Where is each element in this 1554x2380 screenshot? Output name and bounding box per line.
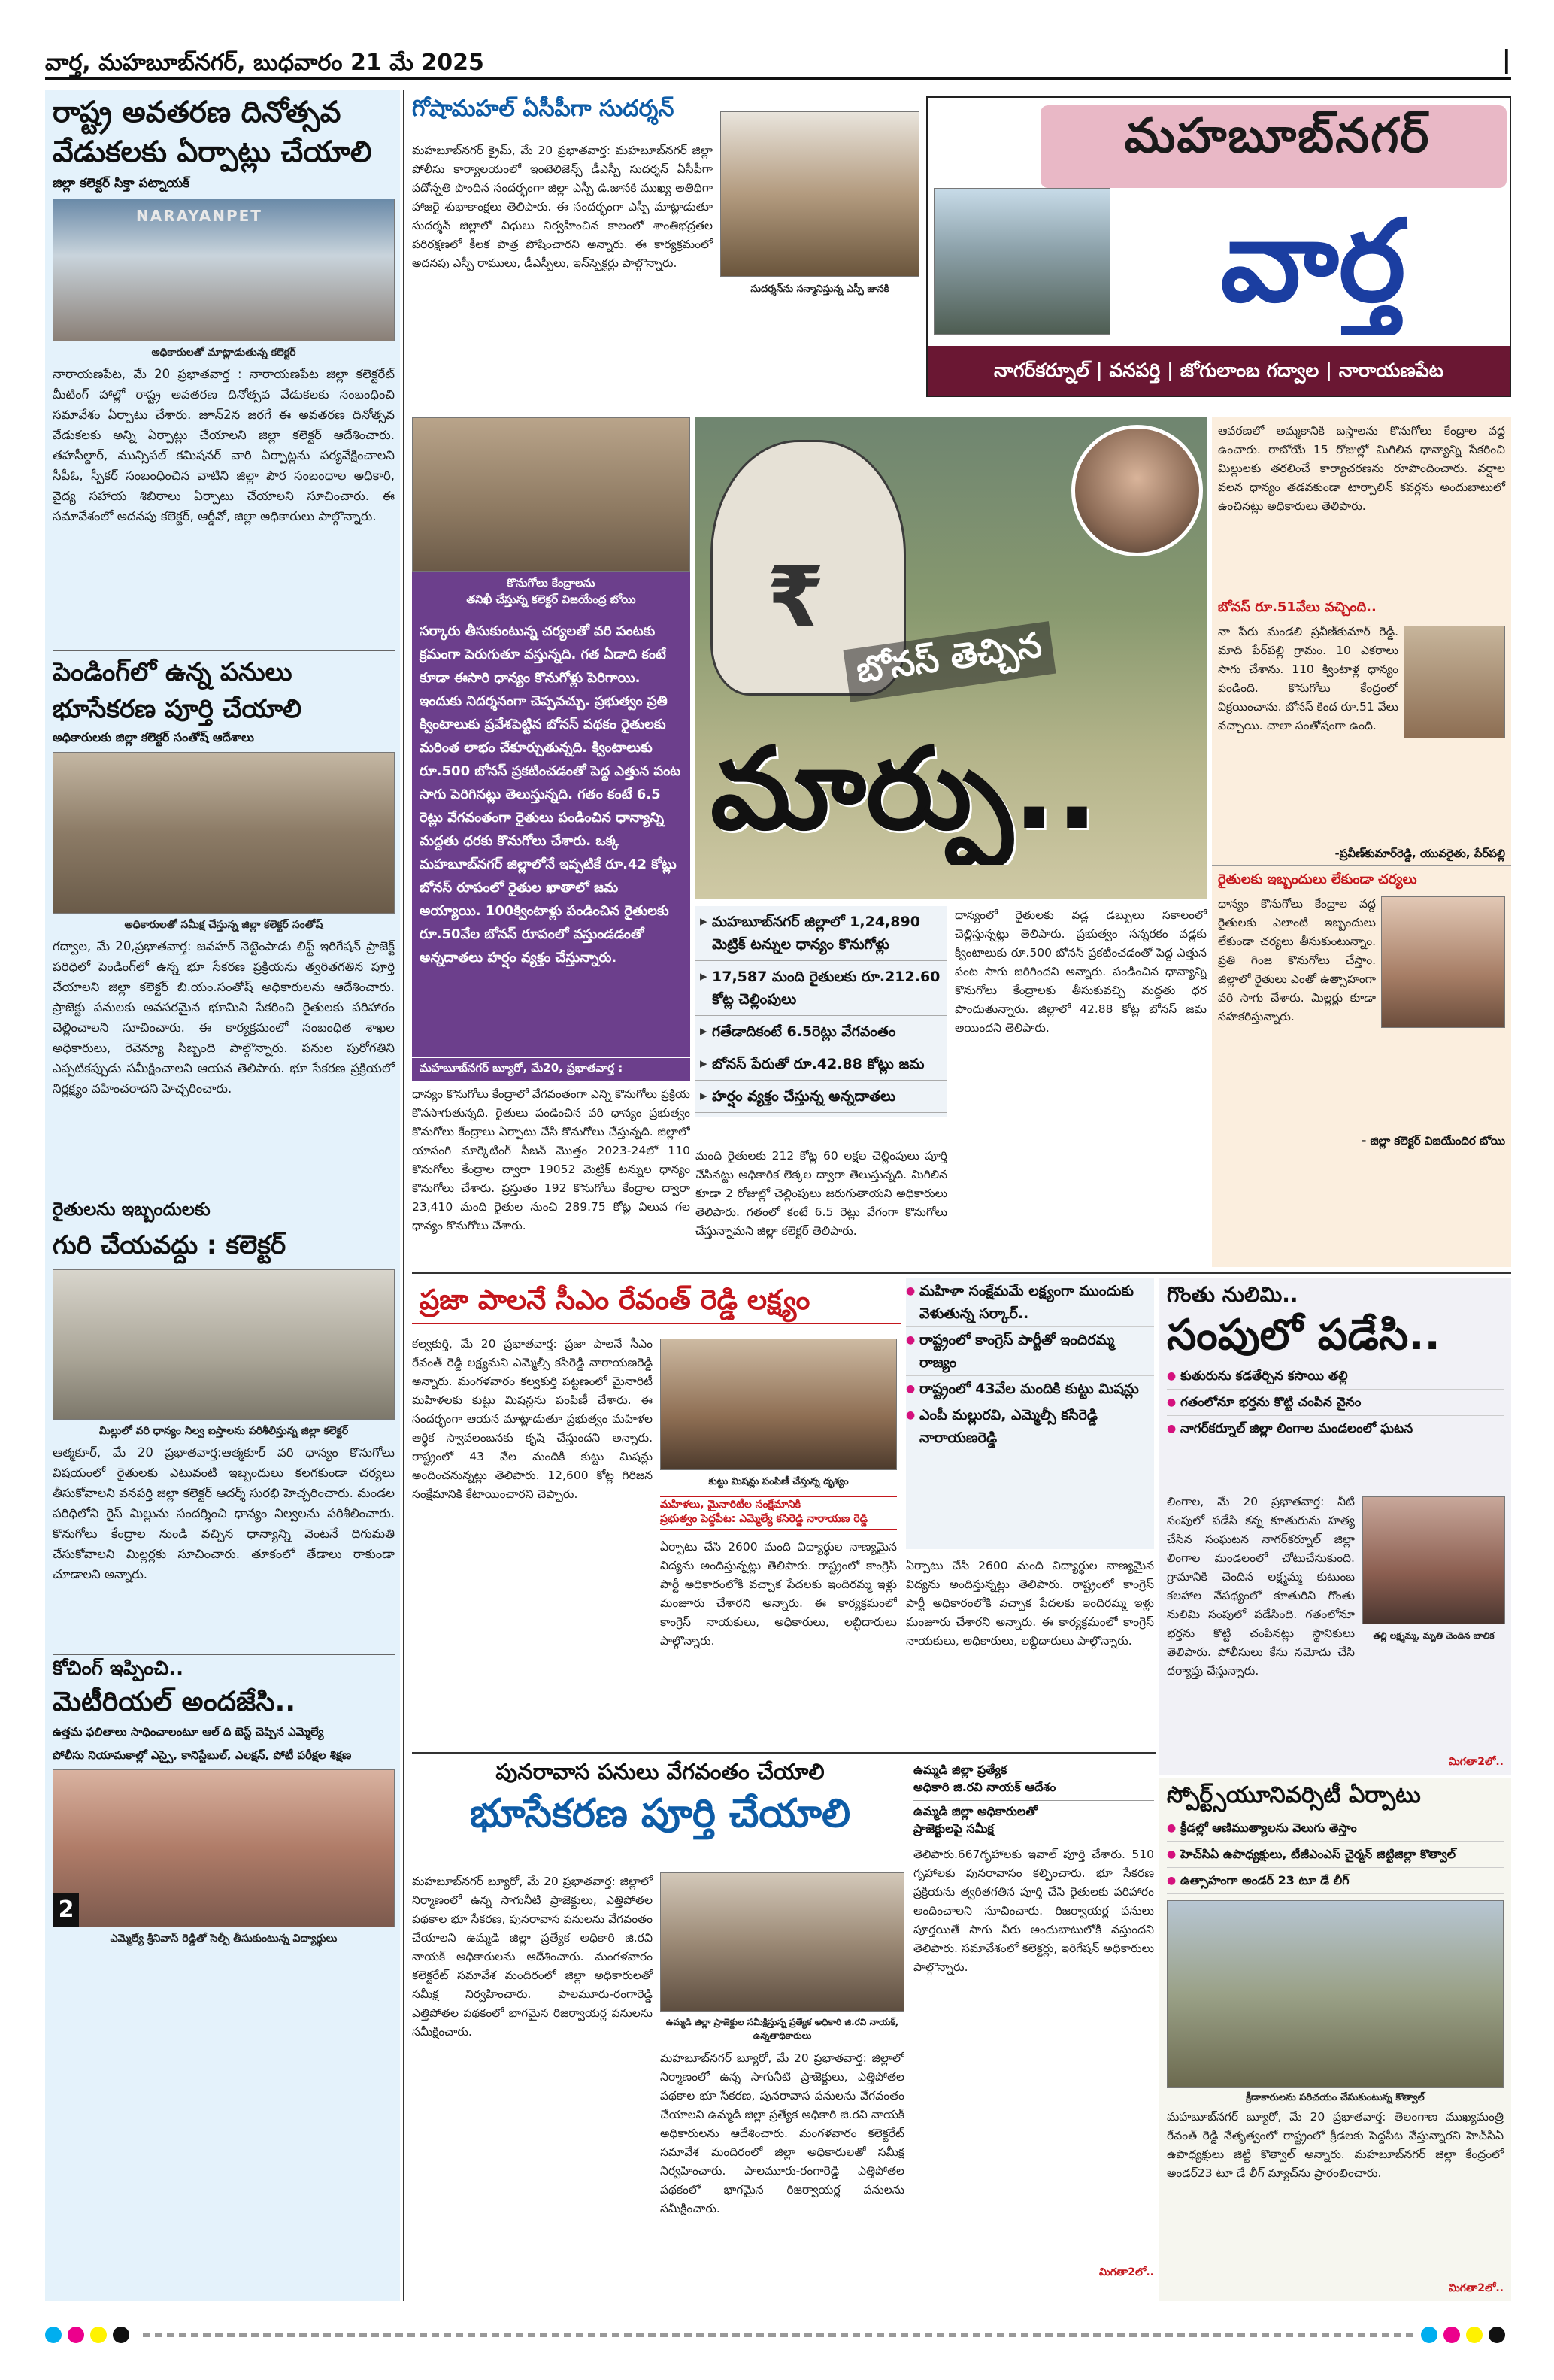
collector-signature: - జిల్లా కలెక్టర్ విజయేందిర బోయి <box>1362 1134 1505 1148</box>
farmer-column <box>1212 417 1511 1267</box>
headline-line1: రాష్ట్ర అవతరణ దినోత్సవ <box>53 96 341 129</box>
continued-note: మిగతా2లో.. <box>1448 2282 1504 2294</box>
story-praja-palana <box>412 1278 901 1745</box>
continued-note: మిగతా2లో.. <box>1448 1756 1504 1768</box>
felicitation-photo <box>720 111 919 277</box>
stat-item: ▸ హర్షం వ్యక్తం చేస్తున్న అన్నదాతలు <box>695 1081 947 1113</box>
sub-headline-2: అధికారి జి.రవి నాయక్ ఆదేశం <box>913 1780 1056 1794</box>
hero-graphic <box>695 417 1207 899</box>
article-body: గద్వాల, మే 20,ప్రభాతవార్త: జవహర్ నెట్టెంపాడు లిఫ్ట్ ఇరిగేషన్ ప్రాజెక్ట్ పరిధిలో పెండింగ్‌లో ఉన్న భూ సేకరణ ప్రక్రియను త్వరితగతిన పూర్తి చేయాలని జిల్లా కలెక్టర్ బి.యం.సంతోష్ అధికారులను ఆదేశించారు. ప్రాజెక్టు పనులకు అవసరమైన భూమిని సేకరించి రైతులకు పరిహారం చెల్లించాలని సూచించారు. ఈ కార్యక్రమంలో సంబంధిత శాఖల అధికారులు, రెవెన్యూ సిబ్బంది పాల్గొన్నారు. పనుల పురోగతిని ఎప్పటికప్పుడు సమీక్షించాలని ఆయన తెలిపారు. భూ సేకరణ ప్రక్రియలో నిర్లక్ష్యం వహించరాదని హెచ్చరించారు. <box>53 939 395 1096</box>
headline-line2: భూసేకరణ పూర్తి చేయాలి <box>53 694 301 725</box>
masthead-districts: నాగర్‌కర్నూల్ | వనపర్తి | జోగులాంబ గద్వాల | నారాయణపేట <box>928 346 1510 396</box>
bullet-item: ● క్రీడల్లో ఆణిముత్యాలను వెలుగు తెస్తాం <box>1167 1815 1504 1842</box>
farmer-photo <box>1404 626 1505 738</box>
mill-photo <box>53 1269 395 1420</box>
headline: ప్రజా పాలనే సీఎం రేవంత్ రెడ్డి లక్ష్యం <box>412 1278 901 1324</box>
section-divider <box>412 1272 1511 1274</box>
story-sports <box>1159 1778 1511 2301</box>
rupee-icon: ₹ <box>767 549 825 645</box>
hero-headline: మార్పు.. <box>710 724 1098 855</box>
stat-item: ▸ మహబూబ్‌నగర్ జిల్లాలో 1,24,890 మెట్రిక్ టన్నుల ధాన్యం కొనుగోళ్లు <box>695 906 947 961</box>
article-body-2: మహబూబ్‌నగర్ బ్యూరో, మే 20 ప్రభాతవార్త: జిల్లాలో నిర్మాణంలో ఉన్న సాగునీటి ప్రాజెక్టులు, ఎత్తిపోతల పథకాల భూ సేకరణ, పునరావాస పనులను వేగవంతం చేయాలని ఉమ్మడి జిల్లా ప్రత్యేక అధికారి జి.రవి నాయక్ అధికారులను ఆదేశించారు. మంగళవారం కలెక్టరేట్ సమావేశ మందిరంలో జిల్లా అధికారులతో సమీక్ష నిర్వహించారు. పాలమూరు-రంగారెడ్డి ఎత్తిపోతల పథకంలో భాగమైన రిజర్వాయర్ల పనులను సమీక్షించారు. <box>660 2051 904 2215</box>
section-divider <box>412 1752 1156 1754</box>
story-farmers <box>53 1199 395 1651</box>
story-rehab <box>412 1760 908 2301</box>
photo-caption: ఎమ్మెల్యే శ్రీనివాస్ రెడ్డితో సెల్ఫీ తీసుకుంటున్న విద్యార్థులు <box>110 1933 338 1945</box>
story-coaching <box>53 1658 395 2297</box>
photo-caption: ఉమ్మడి జిల్లా ప్రాజెక్టుల సమీక్షిస్తున్న ప్రత్యేక అధికారి జి.రవి నాయక్, ఉన్నతాధికారులు <box>665 2017 899 2041</box>
dateline: మహబూబ్‌నగర్ బ్యూరో, మే20, ప్రభాతవార్త : <box>412 1057 690 1081</box>
article-body: నారాయణపేట, మే 20 ప్రభాతవార్త : నారాయణపేట జిల్లా కలెక్టరేట్ మీటింగ్ హాల్లో రాష్ట్ర అవతరణ దినోత్సవ వేడుకలకు సంబంధించి సమావేశం ఏర్పాటు చేశారు. జూన్2న జరగే ఈ అవతరణ దినోత్సవ వేడుకలకు అన్ని ఏర్పాట్లు చేయాలని జిల్లా కలెక్టర్ ఆదేశించారు. తహసీల్దార్, మున్సిపల్ కమిషనర్ వారి ఏర్పాట్లను పర్యవేక్షించాలని సీపీఓ, స్పీకర్ సంబంధించిన వాటిని జిల్లా పౌర సంబంధాల అధికారి, వైద్య సహాయ శిబిరాలు ఏర్పాటు చేయాలని సూచించారు. ఈ సమావేశంలో అదనపు కలెక్టర్, ఆర్డీవో, జిల్లా అధికారులు పాల్గొన్నారు. <box>53 366 395 523</box>
photo-banner-text: NARAYANPET <box>136 206 262 225</box>
article-body: కల్వకుర్తి, మే 20 ప్రభాతవార్త: ప్రజా పాలనే సీఎం రేవంత్ రెడ్డి లక్ష్యమని ఎమ్మెల్సీ కసిరెడ్డి నారాయణరెడ్డి అన్నారు. మంగళవారం కల్వకుర్తి పట్టణంలో మైనారిటీ మహిళలకు కుట్టు మిషన్లను పంపిణీ చేశారు. ఈ సందర్భంగా ఆయన మాట్లాడుతూ ప్రభుత్వం మహిళల ఆర్థిక స్వావలంబనకు కృషి చేస్తుందని అన్నారు. రాష్ట్రంలో 43 వేల మందికి కుట్టు మిషన్లు అందించనున్నట్లు తెలిపారు. 12,600 కోట్ల గిరిజన సంక్షేమానికి కేటాయించారని చెప్పారు. <box>412 1337 653 1501</box>
distribution-photo <box>660 1339 897 1470</box>
page-header <box>45 45 1511 80</box>
farmer-quote-body: నా పేరు మండలి ప్రవీణ్‌కుమార్ రెడ్డి. మాది పేర్‌పల్లి గ్రామం. 10 ఎకరాలు సాగు చేశాను. 110 క్వింటాళ్ల ధాన్యం పండింది. కొనుగోలు కేంద్రంలో విక్రయించాను. బోనస్ కింద రూ.51 వేలు వచ్చాయి. చాలా సంతోషంగా ఉంది. <box>1218 625 1398 732</box>
divider <box>53 650 395 651</box>
gray-strip <box>143 2333 1413 2337</box>
black-dot <box>1489 2327 1505 2343</box>
bullets-praja <box>906 1278 1154 1549</box>
sub-headline-2: పోలీసు నియామకాల్లో ఎస్సై, కానిస్టేబుల్, ఎలక్షన్, పోటీ పరీక్షల శిక్షణ <box>53 1748 352 1763</box>
sub-headline-4: ప్రాజెక్టులపై సమీక్ష <box>913 1821 994 1836</box>
headline: మెటీరియల్ అందజేసి.. <box>53 1686 295 1718</box>
review-meeting-photo <box>660 1872 904 2012</box>
header-bar: | <box>1501 45 1511 75</box>
sub-headline-1: ఉత్తమ ఫలితాలు సాధించాలంటూ ఆల్ ది బెస్ట్ చెప్పిన ఎమ్మెల్యే <box>53 1725 395 1745</box>
page-number: 2 <box>53 1893 79 1927</box>
bullet-item: ● ఉత్సాహంగా అండర్ 23 టూ డే లీగ్ <box>1167 1868 1504 1894</box>
kicker: గొంతు నులిమి.. <box>1167 1282 1298 1307</box>
yellow-dot <box>90 2327 107 2343</box>
bullet-item: ● రాష్ట్రంలో కాంగ్రెస్ పార్టీతో ఇందిరమ్మ రాజ్యం <box>906 1327 1154 1376</box>
procurement-photo <box>412 417 690 572</box>
sub-headline: అధికారులకు జిల్లా కలెక్టర్ సంతోష్ ఆదేశాలు <box>53 730 254 745</box>
divider <box>53 1654 395 1655</box>
cyan-dot <box>45 2327 62 2343</box>
sub-headline-2: ప్రభుత్వం పెద్దపీట: ఎమ్మెల్యే కసిరెడ్డి నారాయణ రెడ్డి <box>660 1513 868 1525</box>
continued-note: మిగతా2లో.. <box>1098 2266 1154 2278</box>
magenta-dot <box>68 2327 84 2343</box>
collector-quote-body: ధాన్యం కొనుగోలు కేంద్రాల వద్ద రైతులకు ఎలాంటి ఇబ్బందులు లేకుండా చర్యలు తీసుకుంటున్నాం. ప్రతి గింజ కొనుగోలు చేస్తాం. జిల్లాలో రైతులు ఎంతో ఉత్సాహంగా వరి సాగు చేశారు. మిల్లర్లు కూడా సహకరిస్తున్నారు. <box>1218 897 1376 1023</box>
stat-item: ▸ గతేడాదికంటే 6.5రెట్లు వేగవంతం <box>695 1016 947 1048</box>
story-paddy-left <box>412 417 690 1267</box>
sub-headline-1: మహిళలు, మైనారిటీల సంక్షేమానికి <box>660 1499 801 1511</box>
article-body-3: తెలిపారు.667గృహాలకు ఇవాల్ పూర్తి చేశారు. 510 గృహాలకు పునరావాసం కల్పించారు. భూ సేకరణ ప్రక్రియను త్వరితగతిన పూర్తి చేసి రైతులకు పరిహారం అందించాలని సూచించారు. రిజర్వాయర్ల పనులు పూర్తయితే సాగు నీరు అందుబాటులోకి వస్తుందని తెలిపారు. సమావేశంలో కలెక్టర్లు, ఇరిగేషన్ అధికారులు పాల్గొన్నారు. <box>913 1848 1154 1974</box>
bullet-item: ● హెచ్‌సిఏ ఉపాధ్యక్షులు, టీజీఎంఎస్ చైర్మన్ జిట్టిజిల్లా కొత్వాల్ <box>1167 1842 1504 1868</box>
sub-headline: జిల్లా కలెక్టర్ సిక్తా పట్నాయక్ <box>53 175 190 191</box>
article-body: మహబూబ్‌నగర్ బ్యూరో, మే 20 ప్రభాతవార్త: జిల్లాలో నిర్మాణంలో ఉన్న సాగునీటి ప్రాజెక్టులు, ఎత్తిపోతల పథకాల భూ సేకరణ, పునరావాస పనులను వేగవంతం చేయాలని ఉమ్మడి జిల్లా ప్రత్యేక అధికారి జి.రవి నాయక్ అధికారులను ఆదేశించారు. మంగళవారం కలెక్టరేట్ సమావేశ మందిరంలో జిల్లా అధికారులతో సమీక్ష నిర్వహించారు. పాలమూరు-రంగారెడ్డి ఎత్తిపోతల పథకంలో భాగమైన రిజర్వాయర్ల పనులను సమీక్షించారు. <box>412 1875 653 2039</box>
story-sump <box>1159 1278 1511 1775</box>
photo-caption: కుట్టు మిషన్లు పంపిణీ చేస్తున్న దృశ్యం <box>708 1476 849 1487</box>
bullet-item: ● కుతురును కడతేర్చిన కసాయి తల్లి <box>1167 1363 1504 1390</box>
headline: గురి చేయవద్దు : కలెక్టర్ <box>53 1229 286 1260</box>
photo-caption: సుదర్శన్‌ను సన్మానిస్తున్న ఎస్పీ జానకి <box>750 283 889 295</box>
article-body: మహబూబ్‌నగర్ బ్యూరో, మే 20 ప్రభాతవార్త: తెలంగాణ ముఖ్యమంత్రి రేవంత్ రెడ్డి నేతృత్వంలో రాష్ట్రంలో క్రీడలకు పెద్దపీట వేస్తున్నారని హెచ్‌సిఏ ఉపాధ్యక్షులు జిట్టి కొత్వాల్ అన్నారు. మహబూబ్‌నగర్ జిల్లా కేంద్రంలో అండర్23 టూ డే లీగ్ మ్యాచ్‌ను ప్రారంభించారు. <box>1167 2109 1504 2180</box>
stats-body-2: ధాన్యంలో రైతులకు వడ్ల డబ్బులు సకాలంలో చెల్లిస్తున్నట్లు తెలిపారు. ప్రభుత్వం సన్నరకం వడ్లకు క్వింటాలుకు రూ.500 బోనస్ ప్రకటించడంతో పెద్ద ఎత్తున పంట సాగు జరిగిందని అన్నారు. పండించిన ధాన్యాన్ని కొనుగోలు కేంద్రాలకు తీసుకువచ్చి మద్దతు ధర పొందుతున్నారు. జిల్లాలో 42.88 కోట్ల బోనస్ జమ అయిందని తెలిపారు. <box>955 908 1207 1035</box>
meeting-photo <box>53 199 395 341</box>
victim-photo <box>1362 1496 1505 1624</box>
magenta-dot <box>1443 2327 1460 2343</box>
bullet-item: ● మహిళా సంక్షేమమే లక్ష్యంగా ముందుకు వెళుతున్న సర్కార్.. <box>906 1278 1154 1327</box>
stat-item: ▸ 17,587 మంది రైతులకు రూ.212.60 కోట్ల చెల్లింపులు <box>695 961 947 1016</box>
column-divider <box>403 90 404 2301</box>
photo-caption: అధికారులతో మాట్లాడుతున్న కలెక్టర్ <box>151 346 296 359</box>
stats-list <box>695 906 947 1117</box>
registration-bar <box>45 2324 1511 2346</box>
bullet-item: ● నాగర్‌కర్నూల్ జిల్లా లింగాల మండలంలో ఘటన <box>1167 1416 1504 1442</box>
story-goshamahal <box>412 96 923 412</box>
farmer-quote-title: బోనస్ రూ.51వేలు వచ్చింది.. <box>1218 599 1377 615</box>
headline: భూసేకరణ పూర్తి చేయాలి <box>469 1791 851 1837</box>
masthead-city: మహబూబ్‌నగర్ <box>1124 108 1431 164</box>
hero-kicker: బోనస్ తెచ్చిన <box>843 621 1056 702</box>
black-dot <box>113 2327 129 2343</box>
photo-label <box>412 572 690 614</box>
headline-line2: వేడుకలకు ఏర్పాట్లు చేయాలి <box>53 135 372 169</box>
bullet-item: ● రాష్ట్రంలో 43వేల మందికి కుట్టు మిషన్లు <box>906 1376 1154 1402</box>
article-body: ధాన్యం కొనుగోలు కేంద్రాలో వేగవంతంగా ఎన్ని కొనుగోలు ప్రక్రియ కొనసాగుతున్నది. రైతులు పండించిన వరి ధాన్యం ప్రభుత్వం కొనుగోలు కేంద్రాలు ఏర్పాటు చేసి కొనుగోలు చేస్తున్నది. జిల్లాలో యాసంగి మార్కెటింగ్ సీజన్ మొత్తం 2023-24లో 110 కొనుగోలు కేంద్రాల ద్వారా 19052 మెట్రిక్ టన్నుల ధాన్యం కొనుగోలు చేశారు. ప్రస్తుతం 192 కొనుగోలు కేంద్రాల ద్వారా 23,410 మంది రైతుల నుంచి 289.75 కోట్ల విలువ గల ధాన్యం కొనుగోలు చేశారు. <box>412 1087 690 1232</box>
stat-item: ▸ బోనస్ పేరుతో రూ.42.88 కోట్లు జమ <box>695 1048 947 1081</box>
article-body: లింగాల, మే 20 ప్రభాతవార్త: నీటి సంపులో పడేసి కన్న కూతురును హత్య చేసిన సంఘటన నాగర్‌కర్నూల్ జిల్లా లింగాల మండలంలో చోటుచేసుకుంది. గ్రామానికి చెందిన లక్ష్మమ్మ కుటుంబ కలహాల నేపథ్యంలో కూతురిని గొంతు నులిమి సంపులో పడేసింది. గతంలోనూ భర్తను కొట్టి చంపినట్లు స్థానికులు తెలిపారు. పోలీసులు కేసు నమోదు చేసి దర్యాప్తు చేస్తున్నారు. <box>1167 1495 1355 1678</box>
article-body: మహబూబ్‌నగర్ క్రైమ్, మే 20 ప్రభాతవార్త: మహబూబ్‌నగర్ జిల్లా పోలీసు కార్యాలయంలో ఇంటెలిజెన్స్ డీఎస్పీ సుదర్శన్ ఏసీపీగా పదోన్నతి పొందిన సందర్భంగా జిల్లా ఎస్పీ డి.జానకి ముఖ్య అతిథిగా హాజరై శుభాకాంక్షలు తెలిపారు. ఈ సందర్భంగా ఎస్పీ మాట్లాడుతూ సుదర్శన్ జిల్లాలో విధులు నిర్వహించిన కాలంలో శాంతిభద్రతల పరిరక్షణలో కీలక పాత్ర పోషించారని అన్నారు. ఈ కార్యక్రమంలో అదనపు ఎస్పీ రాములు, డీఎస్పీలు, ఇన్‌స్పెక్టర్లు పాల్గొన్నారు. <box>412 144 713 270</box>
sports-photo <box>1167 1900 1504 2088</box>
article-body-2: ఏర్పాటు చేసి 2600 మంది విద్యార్థుల నాణ్యమైన విద్యను అందిస్తున్నట్లు తెలిపారు. రాష్ట్రంలో కాంగ్రెస్ పార్టీ అధికారంలోకి వచ్చాక పేదలకు ఇందిరమ్మ ఇళ్లు మంజూరు చేశారని అన్నారు. ఈ కార్యక్రమంలో కాంగ్రెస్ నాయకులు, అధికారులు, లబ్ధిదారులు పాల్గొన్నారు. <box>660 1540 897 1648</box>
selfie-photo <box>53 1769 395 1927</box>
sub-headline <box>913 1760 1154 1801</box>
header-dateline: వార్త, మహబూబ్‌నగర్, బుధవారం 21 మే 2025 <box>45 50 484 76</box>
sub-headline-3: ఉమ్మడి జిల్లా అధికారులతో <box>913 1804 1038 1818</box>
masthead-title: వార్త <box>1220 195 1406 327</box>
headline-line1: పెండింగ్‌లో ఉన్న పనులు <box>53 658 292 687</box>
headline: గోషామహల్ ఏసీపీగా సుదర్శన్ <box>412 96 674 122</box>
photo-caption: క్రీడాకారులను పరిచయం చేసుకుంటున్న కొత్వాల్ <box>1246 2091 1425 2103</box>
headline: సంపులో పడేసి.. <box>1167 1311 1440 1360</box>
headline: స్పోర్ట్స్‌యూనివర్సిటీ ఏర్పాటు <box>1167 1782 1421 1808</box>
bullet-item: ● ఎంపీ మల్లురవి, ఎమ్మెల్సీ కసిరెడ్డి నారాయణరెడ్డి <box>906 1402 1154 1451</box>
stats-body: మంది రైతులకు 212 కోట్ల 60 లక్షల చెల్లింపులు పూర్తి చేసినట్టు అధికారిక లెక్కల ద్వారా తెలుస్తున్నది. మిగిలిన కూడా 2 రోజుల్లో చెల్లింపులు జరుగుతాయని అధికారులు తెలిపారు. గతంలో కంటే 6.5 రెట్లు వేగంగా కొనుగోలు చేస్తున్నామని జిల్లా కలెక్టర్ తెలిపారు. <box>695 1149 947 1238</box>
kicker: కోచింగ్ ఇప్పించి.. <box>53 1658 184 1680</box>
photo-caption: అధికారులతో సమీక్ష చేస్తున్న జిల్లా కలెక్టర్ సంతోష్ <box>124 919 323 932</box>
sub-headline-1: ఉమ్మడి జిల్లా ప్రత్యేక <box>913 1763 1007 1777</box>
collector-photo <box>1381 896 1505 1028</box>
photo-label-2: తనిఖీ చేస్తున్న కలెక్టర్ విజయేంద్ర బోయి <box>466 593 636 606</box>
kicker: పునరావాస పనులు వేగవంతం చేయాలి <box>495 1760 825 1784</box>
yellow-dot <box>1466 2327 1483 2343</box>
review-photo <box>53 752 395 914</box>
sub-headline <box>660 1496 897 1530</box>
farmer-signature: -ప్రవీణ్‌కుమార్‌రెడ్డి, యువరైతు, పేర్‌పల్లి <box>1212 845 1511 866</box>
photo-label-1: కొనుగోలు కేంద్రాలను <box>507 576 595 590</box>
farmer-body: ఆవరణలో అమ్మకానికి బస్తాలను కొనుగోలు కేంద్రాల వద్ద ఉంచారు. రాబోయే 15 రోజుల్లో మిగిలిన ధాన్యాన్ని సేకరించి మిల్లులకు తరలించే కార్యాచరణను రూపొందించారు. వర్షాల వలన ధాన్యం తడవకుండా టార్పాలిన్ కవర్లను అందుబాటులో ఉంచినట్లు అధికారులు తెలిపారు. <box>1218 424 1505 513</box>
collector-quote-title: రైతులకు ఇబ్బందులు లేకుండా చర్యలు <box>1218 872 1417 887</box>
intro-box: సర్కారు తీసుకుంటున్న చర్యలతో వరి పంటకు క్రమంగా పెరుగుతూ వస్తున్నది. గత ఏడాది కంటే కూడా ఈసారి ధాన్యం కొనుగోళ్లు పెరిగాయి. ఇందుకు నిదర్శనంగా చెప్పవచ్చు. ప్రభుత్వం ప్రతి క్వింటాలుకు ప్రవేశపెట్టిన బోనస్ పథకం రైతులకు మరింత లాభం చేకూర్చుతున్నది. క్వింటాలుకు రూ.500 బోనస్ ప్రకటించడంతో పెద్ద ఎత్తున పంట సాగు పెరిగినట్లు తెలుస్తున్నది. గతం కంటే 6.5 రెట్లు వేగవంతంగా రైతులు పండించిన ధాన్యాన్ని మద్దతు ధరకు కొనుగోలు చేశారు. ఒక్క మహబూబ్‌నగర్ జిల్లాలోనే ఇప్పటికే రూ.42 కోట్లు బోనస్ రూపంలో రైతుల ఖాతాలో జమ అయ్యాయి. 100క్వింటాళ్లు పండించిన రైతులకు రూ.50వేల బోనస్ రూపంలో వస్తుండడంతో అన్నదాతలు హర్షం వ్యక్తం చేస్తున్నారు. <box>412 614 690 1057</box>
portrait-circle <box>1071 425 1203 556</box>
story-rehab-side <box>913 1760 1154 2301</box>
photo-caption: తల్లి లక్ష్మమ్మ, మృతి చెందిన బాలిక <box>1373 1630 1495 1641</box>
dam-photo <box>934 188 1110 335</box>
bullet-item: ● గతంలోనూ భర్తను కొట్టి చంపిన వైనం <box>1167 1390 1504 1416</box>
article-body: ఆత్మకూర్, మే 20 ప్రభాతవార్త:ఆత్మకూర్ వరి ధాన్యం కొనుగోలు విషయంలో రైతులకు ఎటువంటి ఇబ్బందులు కలగకుండా చర్యలు తీసుకోవాలని వనపర్తి జిల్లా కలెక్టర్ ఆదర్శ్ సురభి హెచ్చరించారు. మండల పరిధిలోని రైస్ మిల్లును సందర్శించి ధాన్యం నిల్వలను పరిశీలించారు. కొనుగోలు కేంద్రాల నుండి వచ్చిన ధాన్యాన్ని వెంటనే దిగుమతి చేసుకోవాలని మిల్లర్లకు సూచించారు. తూకంలో తేడాలు రాకుండా చూడాలని అన్నారు. <box>53 1445 395 1581</box>
kicker: రైతులను ఇబ్బందులకు <box>53 1199 211 1220</box>
photo-caption: మిల్లులో వరి ధాన్యం నిల్వ ఐస్తాలను పరిశీలిస్తున్న జిల్లా కలెక్టర్ <box>98 1424 349 1437</box>
masthead <box>926 96 1511 397</box>
article-body-3: ఏర్పాటు చేసి 2600 మంది విద్యార్థుల నాణ్యమైన విద్యను అందిస్తున్నట్లు తెలిపారు. రాష్ట్రంలో కాంగ్రెస్ పార్టీ అధికారంలోకి వచ్చాక పేదలకు ఇందిరమ్మ ఇళ్లు మంజూరు చేశారని అన్నారు. ఈ కార్యక్రమంలో కాంగ్రెస్ నాయకులు, అధికారులు, లబ్ధిదారులు పాల్గొన్నారు. <box>906 1559 1154 1648</box>
sub-headline-b <box>913 1801 1154 1842</box>
cyan-dot <box>1421 2327 1437 2343</box>
